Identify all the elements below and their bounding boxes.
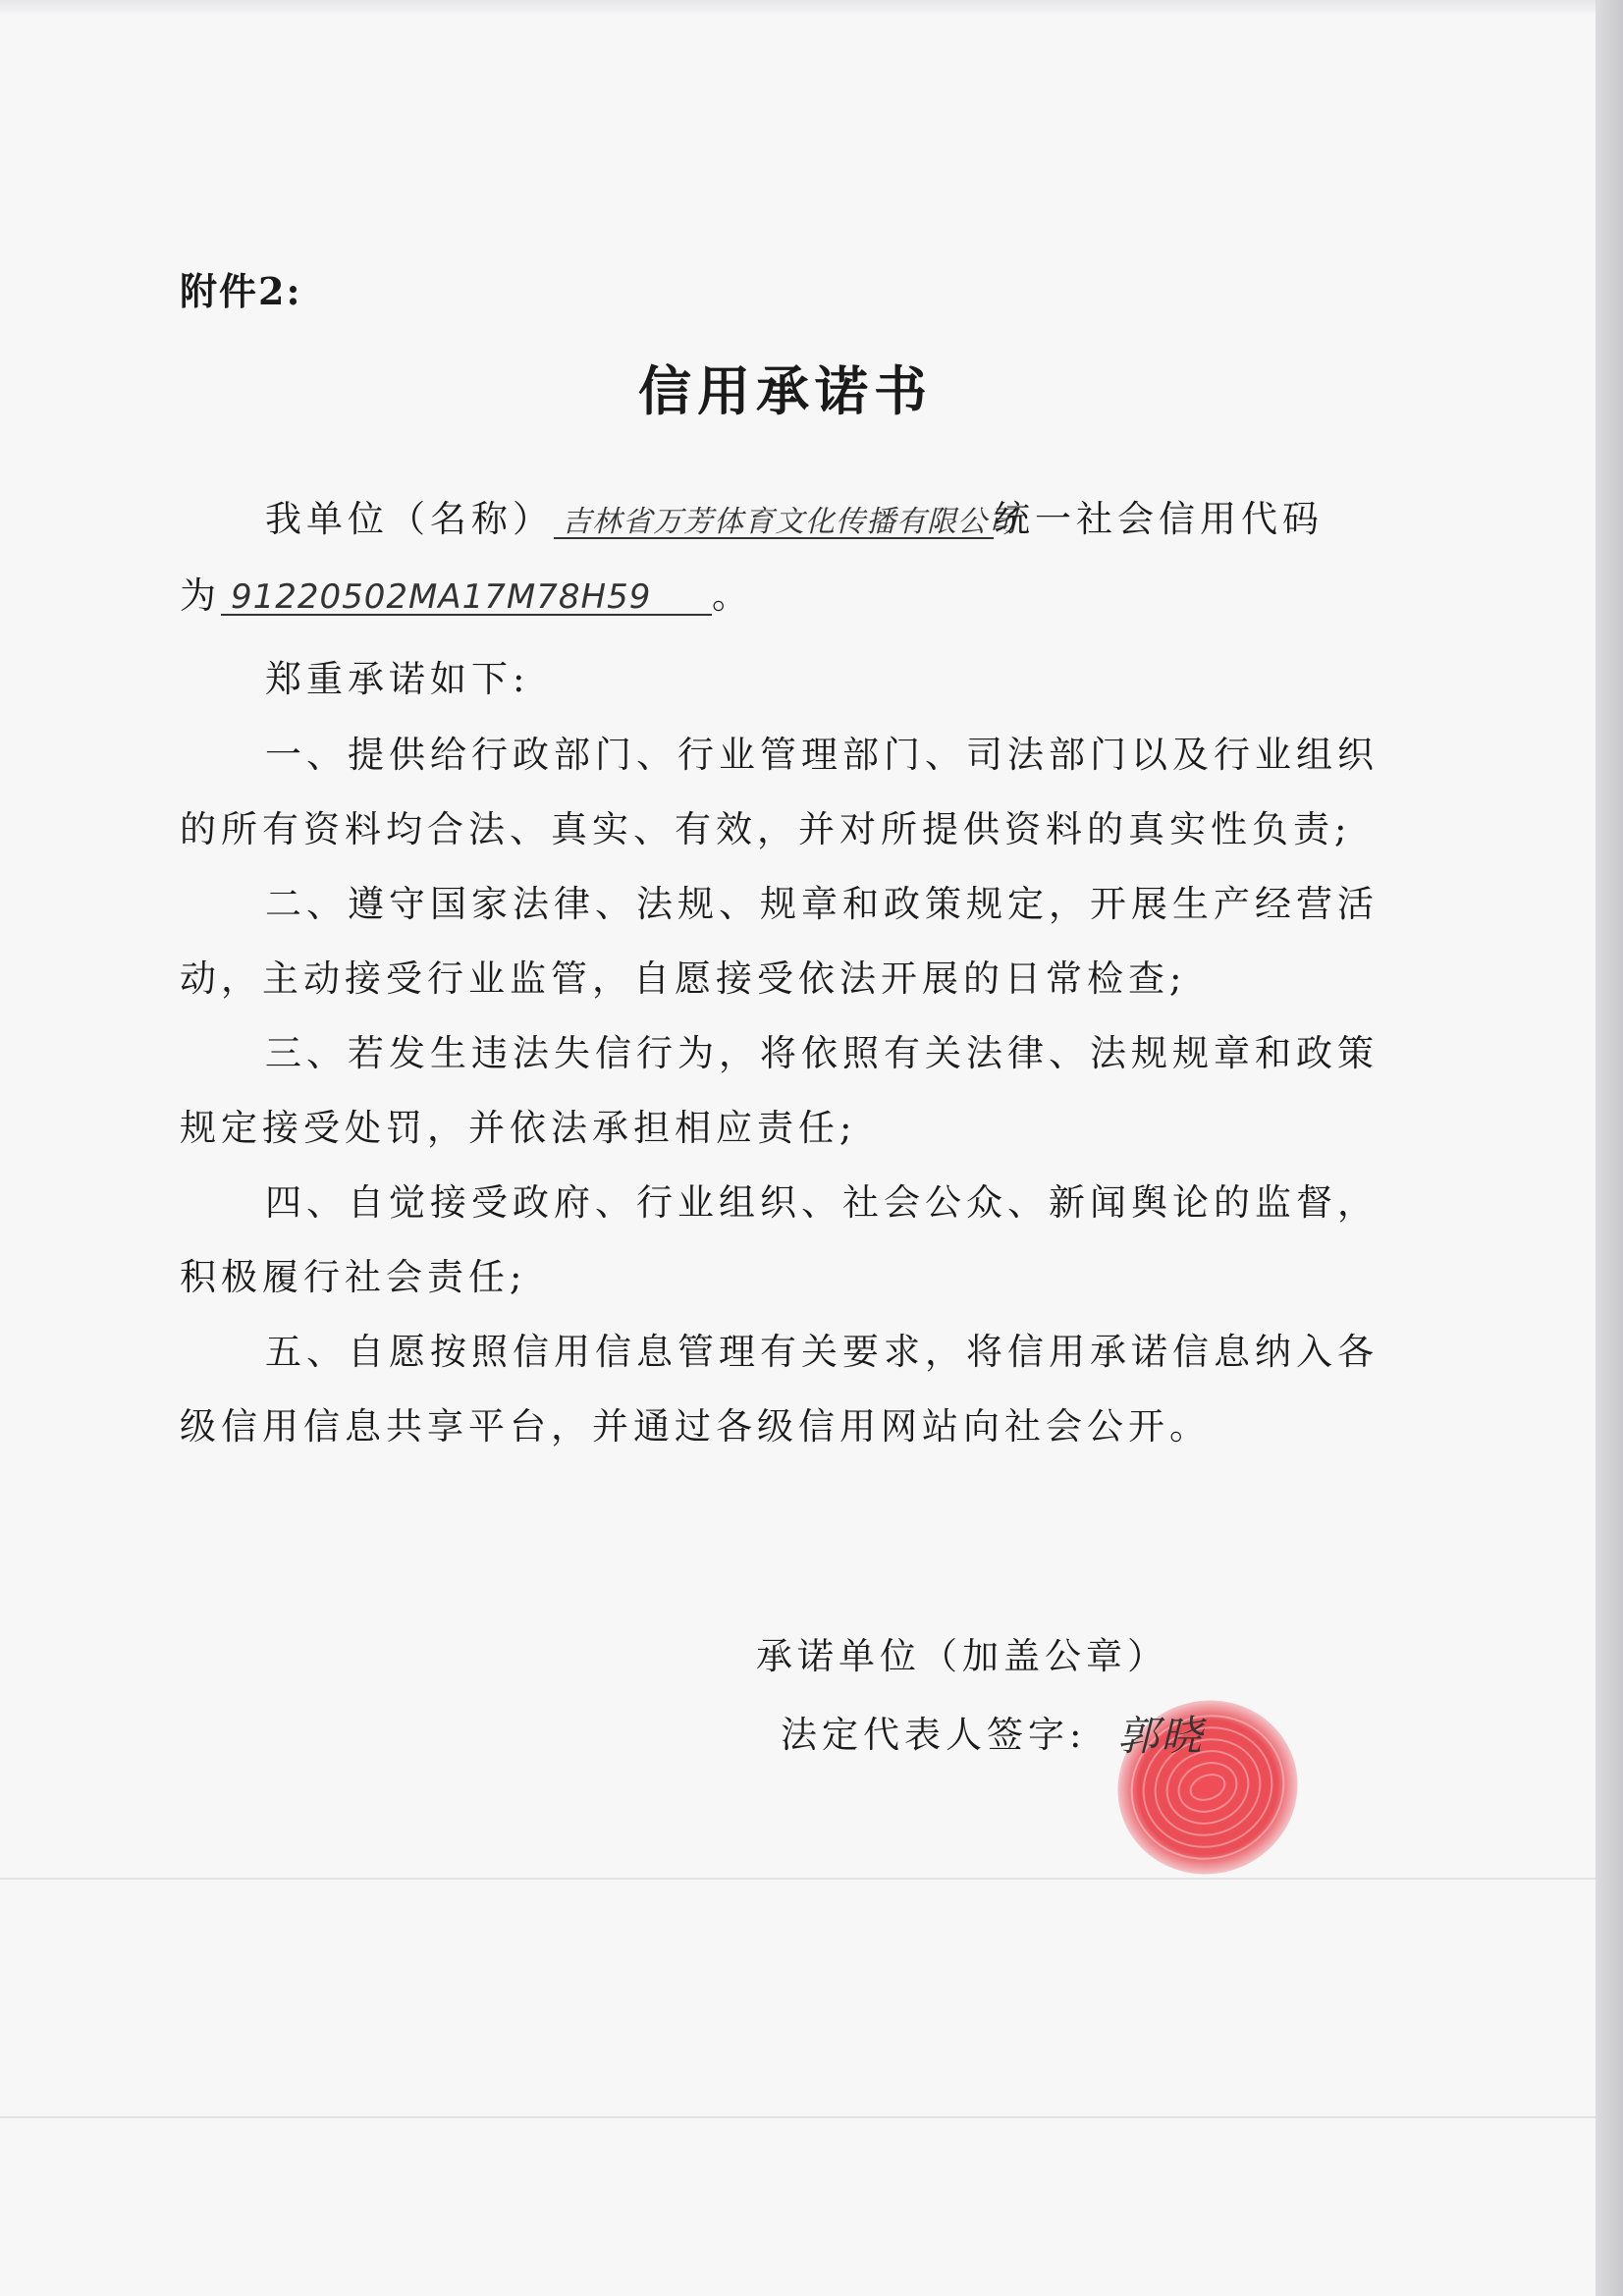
document-title: 信用承诺书 (638, 359, 933, 422)
clause-line: 四、自觉接受政府、行业组织、社会公众、新闻舆论的监督， (265, 1181, 1379, 1224)
clause-line: 三、若发生违法失信行为，将依照有关法律、法规规章和政策 (265, 1032, 1379, 1074)
solemn-line: 郑重承诺如下: (265, 658, 530, 700)
intro-line-1 (265, 498, 1324, 540)
clause-line: 一、提供给行政部门、行业管理部门、司法部门以及行业组织 (265, 734, 1379, 776)
promise-unit-label: 承诺单位（加盖公章） (756, 1635, 1168, 1677)
clause-line: 规定接受处罚，并依法承担相应责任; (180, 1107, 857, 1149)
handwritten-signature: 郭晓 (1117, 1712, 1205, 1760)
attachment-label: 附件2: (180, 269, 302, 313)
clause-line: 级信用信息共享平台，并通过各级信用网站向社会公开。 (180, 1405, 1211, 1448)
clause-line: 动，主动接受行业监管，自愿接受依法开展的日常检查; (180, 957, 1187, 1000)
clause-line: 五、自愿按照信用信息管理有关要求，将信用承诺信息纳入各 (265, 1331, 1379, 1373)
code-prefix: 为 (180, 574, 221, 617)
credit-code-handwritten: 91220502MA17M78H59 (221, 580, 712, 616)
company-name-handwritten: 吉林省万芳体育文化传播有限公司 (554, 508, 994, 539)
intro-line-2 (180, 574, 753, 617)
clause-line: 二、遵守国家法律、法规、规章和政策规定，开展生产经营活 (265, 883, 1379, 925)
clause-line: 积极履行社会责任; (180, 1256, 527, 1298)
intro-prefix: 我单位（名称） (265, 498, 554, 540)
legal-rep-label: 法定代表人签字: (781, 1714, 1087, 1756)
scan-edge-right (1596, 0, 1623, 2296)
code-suffix: 。 (712, 574, 753, 617)
clause-line: 的所有资料均合法、真实、有效，并对所提供资料的真实性负责; (180, 808, 1352, 850)
intro-suffix: 统一社会信用代码 (994, 498, 1324, 540)
